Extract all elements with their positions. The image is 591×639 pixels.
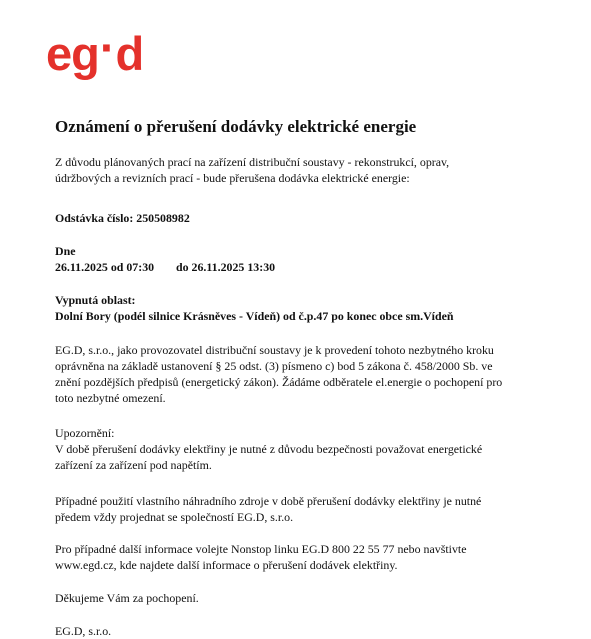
notice-content bbox=[55, 117, 555, 639]
legal-line-4: toto nezbytné omezení. bbox=[55, 391, 166, 405]
logo-dot: · bbox=[99, 21, 115, 74]
thank-you-text: Děkujeme Vám za pochopení. bbox=[55, 591, 199, 605]
notice-title: Oznámení o přerušení dodávky elektrické energie bbox=[55, 117, 417, 136]
generator-line-2: předem vždy projednat se společností EG.D, s.r.o. bbox=[55, 510, 294, 524]
info-line-1: Pro případné další informace volejte Nonstop linku EG.D 800 22 55 77 nebo navštivte bbox=[55, 542, 467, 556]
date-range bbox=[55, 259, 555, 275]
legal-line-3: znění pozdějších předpisů (energetický zákon). Žádáme odběratele el.energie o pochopení pro bbox=[55, 375, 503, 389]
warning-line-2: zařízení za zařízení pod napětím. bbox=[55, 458, 212, 472]
area-label: Vypnutá oblast: bbox=[55, 293, 136, 307]
logo-text-left: eg bbox=[46, 27, 99, 80]
area-value: Dolní Bory (podél silnice Krásněves - Vídeň) od č.p.47 po konec obce sm.Vídeň bbox=[55, 309, 454, 323]
warning-line-1: V době přerušení dodávky elektřiny je nutné z důvodu bezpečnosti považovat energetické bbox=[55, 442, 483, 456]
date-to: do 26.11.2025 13:30 bbox=[176, 260, 276, 274]
egd-logo bbox=[46, 21, 166, 100]
logo-text-right: d bbox=[115, 27, 144, 80]
legal-line-1: EG.D, s.r.o., jako provozovatel distribuční soustavy je k provedení tohoto nezbytného kroku bbox=[55, 343, 494, 357]
legal-line-2: oprávněna na základě ustanovení § 25 odst. (3) písmeno c) bod 5 zákona č. 458/2000 Sb. ve bbox=[55, 359, 493, 373]
date-from: 26.11.2025 od 07:30 bbox=[55, 260, 155, 274]
info-line-2: www.egd.cz, kde najdete další informace o přerušení dodávek elektřiny. bbox=[55, 558, 398, 572]
date-label: Dne bbox=[55, 244, 76, 258]
outage-number: Odstávka číslo: 250508982 bbox=[55, 211, 190, 225]
generator-line-1: Případné použití vlastního náhradního zdroje v době přerušení dodávky elektřiny je nutné bbox=[55, 494, 482, 508]
warning-label: Upozornění: bbox=[55, 426, 115, 440]
intro-line-2: údržbových a revizních prací - bude přerušena dodávka elektrické energie: bbox=[55, 171, 410, 185]
intro-line-1: Z důvodu plánovaných prací na zařízení distribuční soustavy - rekonstrukcí, oprav, bbox=[55, 155, 450, 169]
signature: EG.D, s.r.o. bbox=[55, 624, 112, 638]
